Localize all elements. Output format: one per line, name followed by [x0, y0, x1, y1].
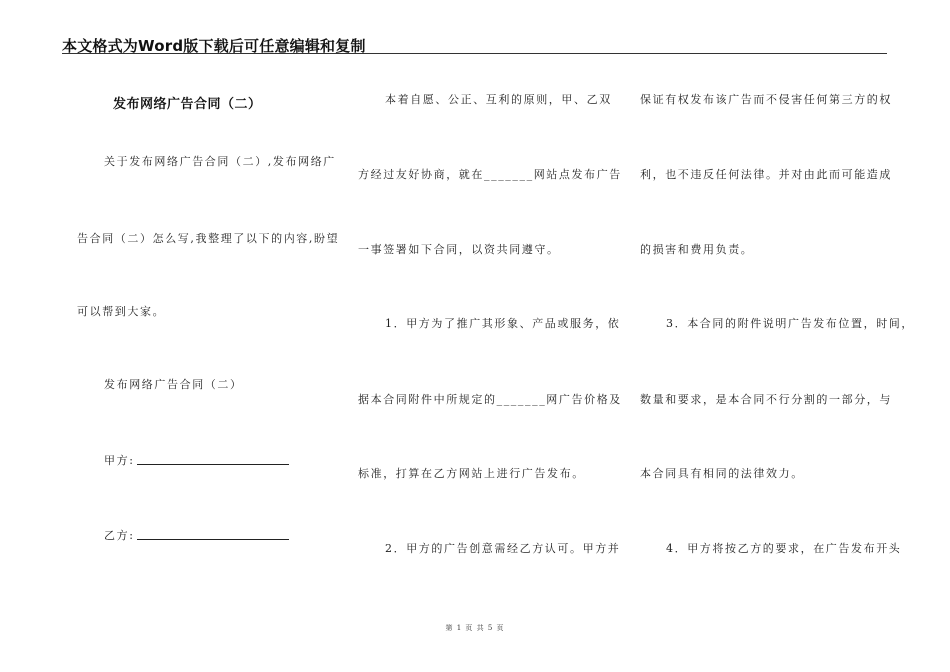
middle-line-2: 方经过友好协商，就在_______网站点发布广告	[358, 168, 622, 181]
right-line-2: 利，也不违反任何法律。并对由此而可能造成	[640, 168, 892, 181]
header-divider	[62, 53, 887, 54]
party-b-label: 乙方:	[104, 529, 135, 542]
middle-line-5: 据本合同附件中所规定的_______网广告价格及	[358, 393, 622, 406]
document-banner: 本文格式为Word版下载后可任意编辑和复制	[62, 37, 366, 55]
middle-line-6: 标准，打算在乙方网站上进行广告发布。	[358, 467, 585, 480]
middle-line-3: 一事签署如下合同，以资共同遵守。	[358, 243, 560, 256]
document-title: 发布网络广告合同（二）	[113, 97, 262, 112]
middle-line-1: 本着自愿、公正、互利的原则，甲、乙双	[385, 93, 612, 106]
intro-line-2: 告合同（二）怎么写,我整理了以下的内容,盼望	[77, 232, 340, 245]
right-line-1: 保证有权发布该广告而不侵害任何第三方的权	[640, 93, 892, 106]
contract-subtitle: 发布网络广告合同（二）	[104, 378, 243, 391]
middle-line-4: 1．甲方为了推广其形象、产品或服务，依	[385, 317, 621, 330]
party-b-field	[104, 529, 289, 543]
right-line-5: 数量和要求，是本合同不行分割的一部分，与	[640, 393, 892, 406]
middle-line-7: 2．甲方的广告创意需经乙方认可。甲方并	[385, 542, 621, 555]
party-a-label: 甲方:	[104, 454, 135, 467]
party-a-field	[104, 454, 289, 468]
page-number: 第 1 页 共 5 页	[445, 624, 505, 632]
intro-line-1: 关于发布网络广告合同（二）,发布网络广	[104, 155, 336, 168]
party-a-blank	[137, 454, 289, 465]
right-line-4: 3．本合同的附件说明广告发布位置，时间，	[666, 317, 914, 330]
right-line-7: 4．甲方将按乙方的要求，在广告发布开头	[666, 542, 902, 555]
party-b-blank	[137, 529, 289, 540]
intro-line-3: 可以帮到大家。	[77, 305, 166, 318]
right-line-6: 本合同具有相同的法律效力。	[640, 467, 804, 480]
right-line-3: 的损害和费用负责。	[640, 243, 754, 256]
